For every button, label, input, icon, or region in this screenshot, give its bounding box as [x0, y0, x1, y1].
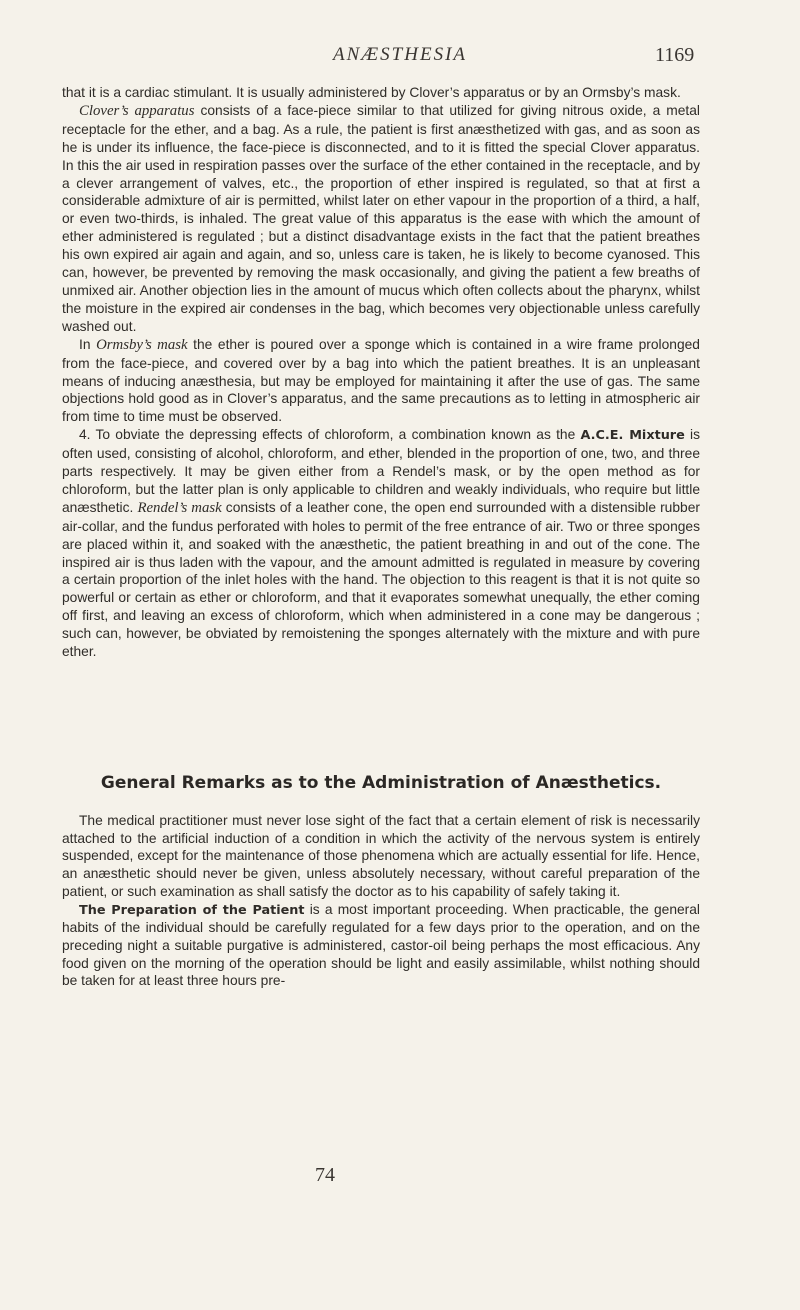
- paragraph-clover-apparatus: [62, 102, 700, 336]
- main-text-block: [62, 84, 700, 661]
- section-heading: General Remarks as to the Administration of Anæsthetics.: [100, 773, 662, 793]
- rendel-mask-description: consists of a leather cone, the open end surrounded with a distensible rubber air-collar, and the fundus perforated with holes to permit of the free entrance of air. Two or three sponges are placed within it, and soaked with the anæsthetic, the patient breathing in and out of the cone. The inspired air is thus laden with the vapour, and the amount admitted is regulated in measure by covering a certain proportion of the inlet holes with the hand. The objection to this reagent is that it is not quite so powerful or certain as ether or chloroform, and that it evaporates somewhat unequally, the ether coming off first, and leaving an excess of chloroform, which when administered in a cone may be dangerous ; such can, however, be obviated by remoistening the sponges alternately with the mixture and with pure ether.: [62, 499, 700, 660]
- ormsby-mask-lead: In: [79, 336, 91, 352]
- paragraph-general-remarks: The medical practitioner must never lose sight of the fact that a certain element of risk is necessarily attached to the artificial induction of a condition in which the activity of the nervous system is entirely suspended, except for the maintenance of those phenomena which are actually essential for life. Hence, an anæsthetic should never be given, unless absolutely necessary, without careful preparation of the patient, or such examination as shall satisfy the doctor as to his capability of safely taking it.: [62, 813, 700, 899]
- running-title: ANÆSTHESIA: [333, 44, 467, 65]
- ace-mixture-lead: 4. To obviate the depressing effects of chloroform, a combination known as the: [79, 427, 576, 443]
- paragraph-ace-mixture: [62, 426, 700, 661]
- ace-mixture-term: A.C.E. Mixture: [580, 428, 685, 444]
- ormsby-mask-term: Ormsby’s mask: [96, 336, 188, 353]
- ormsby-mask-description: the ether is poured over a sponge which is contained in a wire frame prolonged from the face-piece, and covered over by a bag into which the patient breathes. It is an unpleasant means of inducing anæsthesia, but may be employed for maintaining it after the use of gas. The same objections hold good as in Clover’s apparatus, and the same precautions as to letting in atmospheric air from time to time must be observed.: [62, 336, 700, 425]
- paragraph-intro: that it is a cardiac stimulant. It is usually administered by Clover’s apparatus or by an Ormsby’s mask.: [62, 85, 681, 100]
- paragraph-ormsby-mask: [62, 336, 700, 427]
- preparation-term: The Preparation of the Patient: [79, 902, 305, 918]
- ace-mixture-description: is often used, consisting of alcohol, chloroform, and ether, blended in the proportion of one, two, and three parts respectively. It may be given either from a Rendel’s mask, or by the open method as for chloroform, but the latter plan is only applicable to children and weakly individuals, who require but little anæsthetic.: [62, 427, 700, 515]
- rendel-mask-term: Rendel’s mask: [137, 499, 222, 516]
- paragraph-preparation: [62, 901, 700, 991]
- preparation-description: is a most important proceeding. When practicable, the general habits of the individual should be carefully regulated for a few days prior to the operation, and on the preceding night a suitable purgative is administered, castor-oil being perhaps the most efficacious. Any food given on the morning of the operation should be light and easily assimilable, whilst nothing should be taken for at least three hours pre-: [62, 901, 700, 989]
- section-text-block: [62, 812, 700, 990]
- signature-mark: 74: [315, 1164, 335, 1186]
- clover-apparatus-term: Clover’s apparatus: [79, 102, 195, 119]
- page-number: 1169: [655, 44, 695, 66]
- clover-apparatus-description: consists of a face-piece similar to that utilized for giving nitrous oxide, a metal receptacle for the ether, and a bag. As a rule, the patient is first anæsthetized with gas, and as soon as he is under its influence, the face-piece is disconnected, and to it is fitted the special Clover apparatus. In this the air used in respiration passes over the surface of the ether contained in the receptacle, and by a clever arrangement of valves, etc., the proportion of ether inspired is regulated, so that at first a considerable admixture of air is permitted, whilst later on ether vapour in the proportion of a third, a half, or even two-thirds, is inhaled. The great value of this apparatus is the ease with which the amount of ether administered is regulated ; but a distinct disadvantage exists in the fact that the patient breathes his own expired air again and again, and so, unless care is taken, he is likely to become cyanosed. This can, however, be prevented by removing the mask occasionally, and giving the patient a few breaths of unmixed air. Another objection lies in the amount of mucus which often collects about the pharynx, whilst the moisture in the expired air condenses in the bag, which becomes very objectionable unless carefully washed out.: [62, 102, 700, 334]
